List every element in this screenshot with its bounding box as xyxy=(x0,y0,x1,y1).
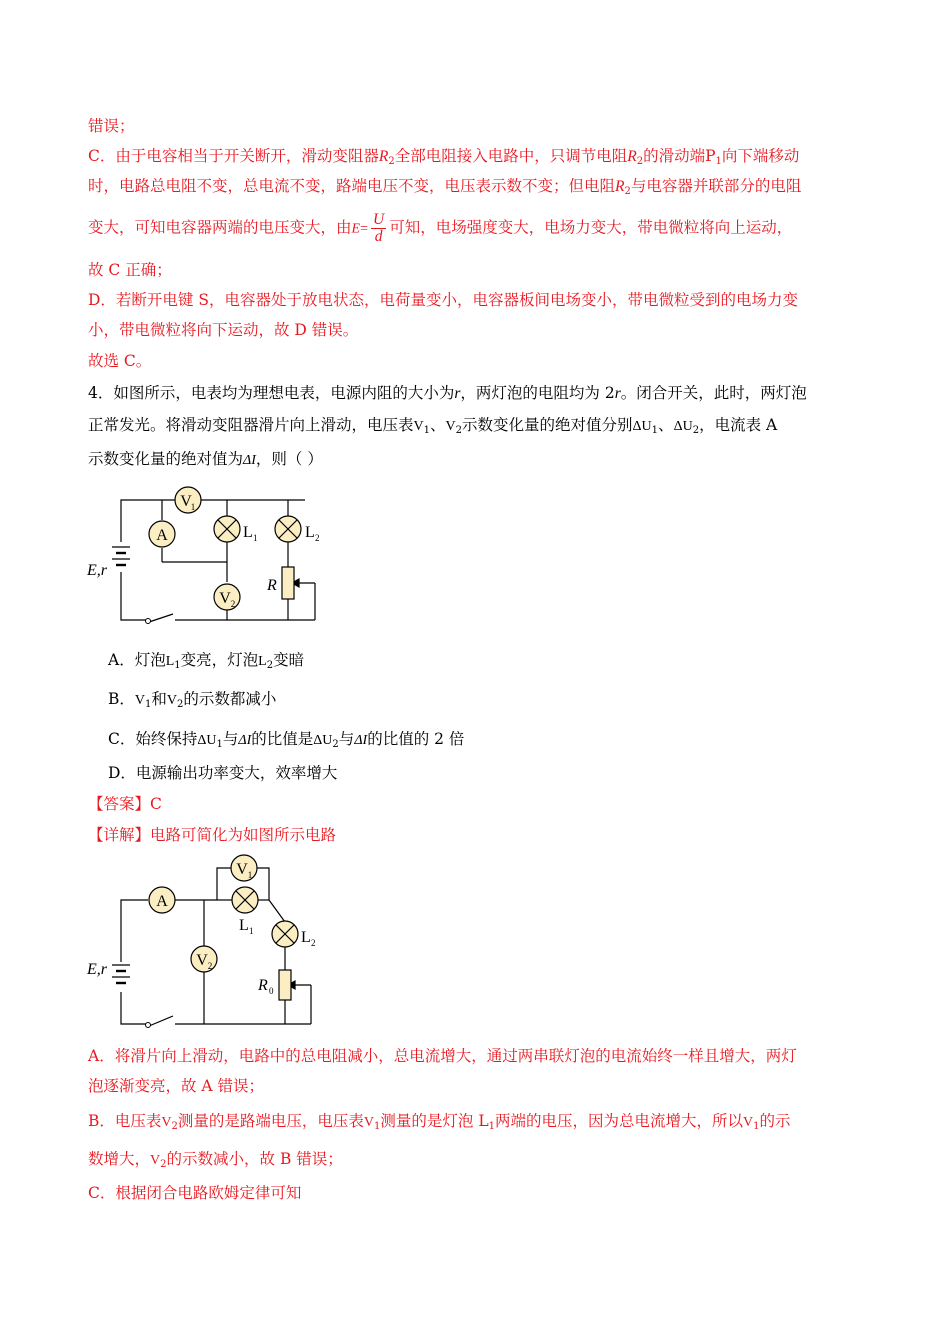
option-c: C．始终保持$\Delta U_1$与ΔI的比值是$\Delta U_2$与ΔI的比值的 2 倍 xyxy=(108,730,465,750)
text-line: 泡逐渐变亮，故 A 错误； xyxy=(88,1077,265,1095)
text-line: 数增大，$V_2$的示数减小，故 B 错误； xyxy=(88,1150,343,1170)
voltmeter-v1-label: V xyxy=(180,493,192,510)
text-line: 小，带电微粒将向下运动，故 D 错误。 xyxy=(88,321,359,339)
text-line: 时，电路总电阻不变，总电流不变，路端电压不变，电压表示数不变；但电阻$R_2$与电容器并联部分的电阻 xyxy=(88,177,802,197)
circuit-diagram-1 xyxy=(85,482,335,632)
ammeter-label: A xyxy=(156,527,168,544)
explain-b: B．电压表$V_2$测量的是路端电压，电压表$V_1$测量的是灯泡 $L_1$两端的电压，因为总电流增大，所以$V_1$的示 xyxy=(88,1112,791,1132)
option-d: D．电源输出功率变大，效率增大 xyxy=(108,764,338,782)
svg-text:2: 2 xyxy=(230,599,236,609)
fraction-u-over-d: $\frac{U}{d}$ xyxy=(372,211,385,245)
rheostat-label: R xyxy=(267,577,277,594)
lamp-l1-label: L xyxy=(239,917,249,934)
conclusion: 故选 C。 xyxy=(88,352,152,370)
voltmeter-v2-label: V xyxy=(219,590,231,607)
explain-a: A．将滑片向上滑动，电路中的总电阻减小，总电流增大，通过两串联灯泡的电流始终一样且增大，两灯 xyxy=(88,1047,797,1065)
rheostat-label: R xyxy=(258,977,268,994)
explain-c: C．根据闭合电路欧姆定律可知 xyxy=(88,1184,302,1202)
svg-text:1: 1 xyxy=(249,926,254,936)
voltmeter-v2-label: V xyxy=(196,952,208,969)
svg-text:1: 1 xyxy=(190,502,196,512)
circuit-diagram-2 xyxy=(85,852,325,1030)
svg-text:2: 2 xyxy=(207,961,213,971)
option-c-explanation: C．由于电容相当于开关断开，滑动变阻器$R_2$全部电阻接入电路中，只调节电阻$R_2$的滑动端$P_1$向下端移动 xyxy=(88,147,800,167)
option-d-explanation: D．若断开电键 S，电容器处于放电状态，电荷量变小，电容器板间电场变小，带电微粒受到的电场力变 xyxy=(88,291,798,309)
ammeter-label: A xyxy=(156,893,168,910)
source-label: E,r xyxy=(87,961,107,978)
text-line: 示数变化量的绝对值为ΔI，则（ ） xyxy=(88,450,323,468)
text-line: 错误； xyxy=(88,117,135,135)
text-line: 变大，可知电容器两端的电压变大，由E= $\frac{U}{d}$ 可知，电场强度变大，电场力变大，带电微粒将向上运动， xyxy=(88,211,793,245)
text-line: 故 C 正确； xyxy=(88,261,172,279)
lamp-l2-label: L xyxy=(301,929,311,946)
svg-text:2: 2 xyxy=(311,938,316,948)
svg-text:1: 1 xyxy=(247,870,253,880)
svg-text:0: 0 xyxy=(269,986,274,996)
detail-header: 【详解】电路可简化为如图所示电路 xyxy=(88,826,337,844)
option-a: A．灯泡$L_1$变亮，灯泡$L_2$变暗 xyxy=(108,651,305,671)
answer: 【答案】C xyxy=(88,795,162,813)
voltmeter-v1-label: V xyxy=(236,861,248,878)
svg-text:2: 2 xyxy=(315,533,320,543)
option-b: B．$V_1$和$V_2$的示数都减小 xyxy=(108,690,277,710)
lamp-l1-label: L xyxy=(243,524,253,541)
svg-text:1: 1 xyxy=(253,533,258,543)
question-4: 4．如图所示，电表均为理想电表，电源内阻的大小为r，两灯泡的电阻均为 2r。闭合开关，此时，两灯泡 xyxy=(88,384,807,402)
source-label: E,r xyxy=(87,562,107,579)
text-line: 正常发光。将滑动变阻器滑片向上滑动，电压表$V_1$、$V_2$示数变化量的绝对值分别$\Delta U_1$、$\Delta U_2$，电流表 A xyxy=(88,416,778,436)
lamp-l2-label: L xyxy=(305,524,315,541)
